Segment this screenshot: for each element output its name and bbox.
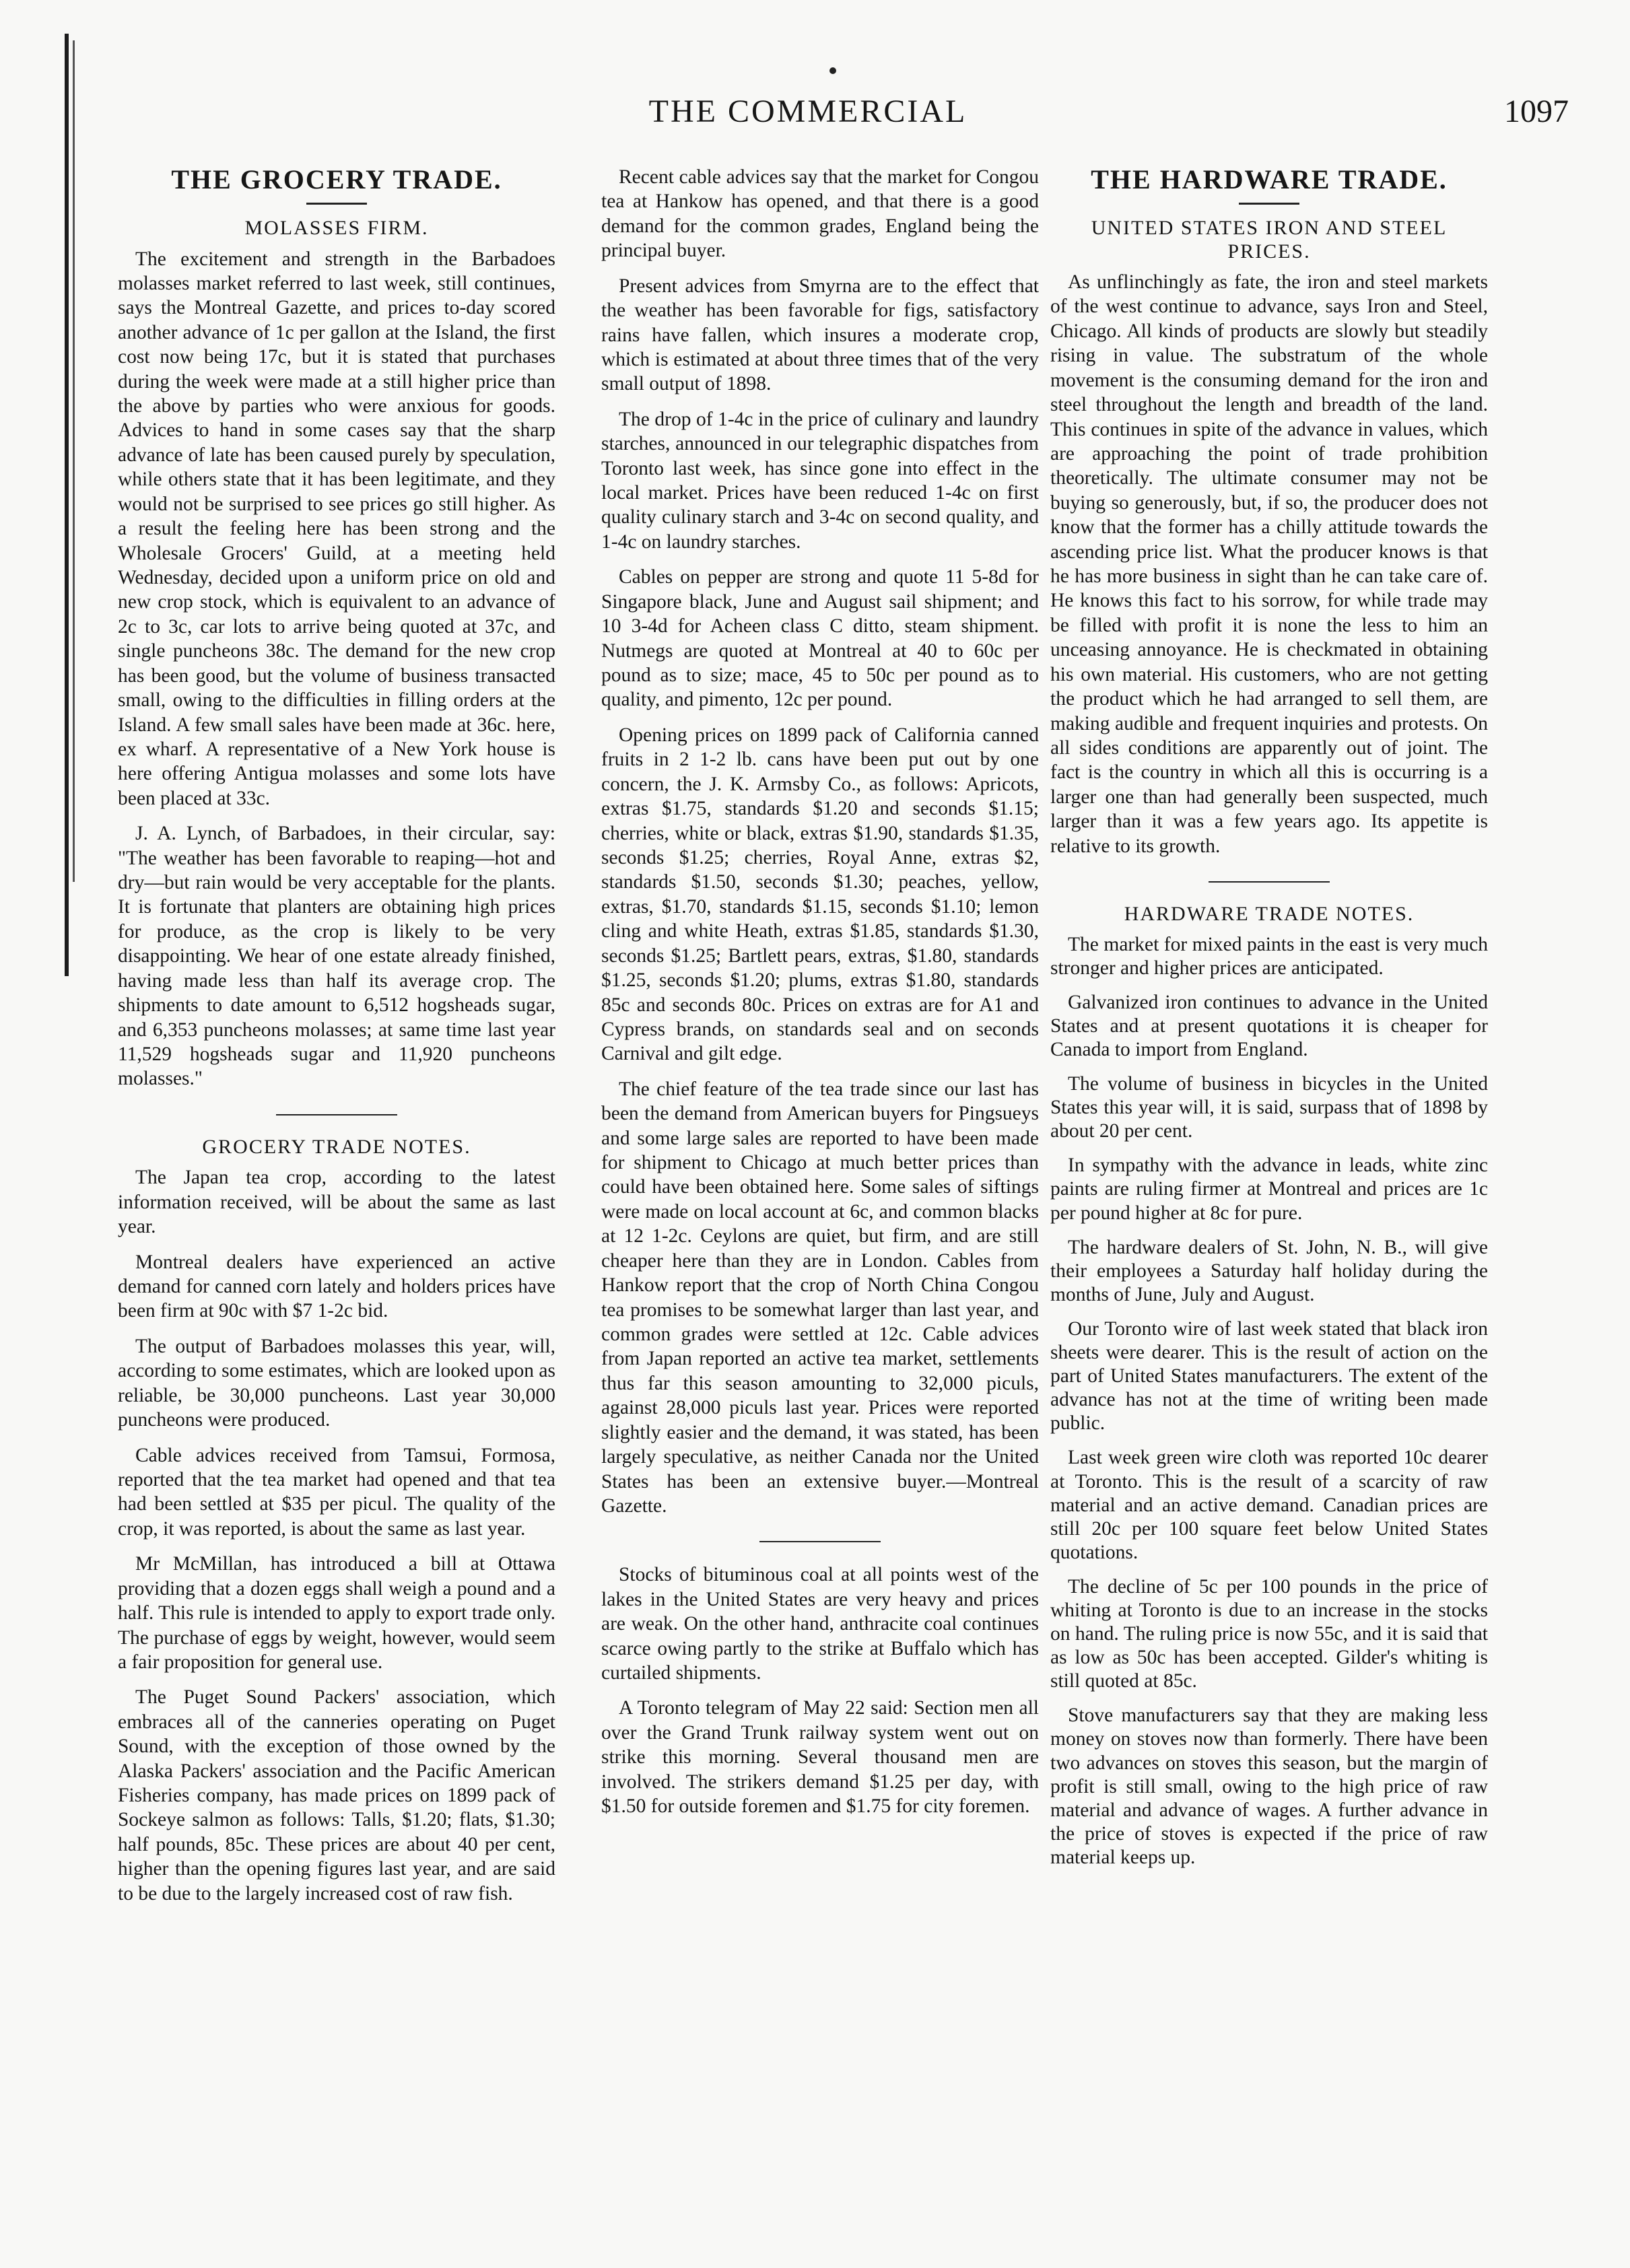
- news-item: The output of Barbadoes molasses this year, will, according to some estimates, which are looked upon as reliable, be 30,000 puncheons. Last year 30,000 puncheons were produced.: [118, 1335, 555, 1431]
- news-item: Last week green wire cloth was reported 10c dearer at Toronto. This is the result of a scarcity of raw material and an active demand. Canadian prices are still 20c per 100 square feet below United States quotations.: [1050, 1447, 1488, 1563]
- news-item: Galvanized iron continues to advance in the United States and at present quotations it is cheaper for Canada to import from England.: [1050, 991, 1488, 1060]
- article-paragraph: The excitement and strength in the Barbadoes molasses market referred to last week, still continues, says the Montreal Gazette, and prices to-day scored another advance of 1c per gallon at the Island, the first cost now being 17c, but it is stated that purchases during the week were made at a still higher price than the above by parties who were anxious for goods. Advices to hand in some cases say that the sharp advance of late has been caused purely by speculation, while others state that it has been legitimate, and they would not be surprised to see prices go still higher. As a result the feeling here has been strong and the Wholesale Grocers' Guild, at a meeting held Wednesday, decided upon a uniform price on old and new crop stock, which is equivalent to an advance of 2c to 3c, car lots to arrive being quoted at 37c, and single puncheons 38c. The demand for the new crop has been good, but the volume of business transacted small, owing to the difficulties in filling orders at the Island. A few small sales have been made at 36c. here, ex wharf. A representative of a New York house is here offering Antigua molasses and some lots have been placed at 33c.: [118, 248, 555, 809]
- binding-edge: [65, 34, 69, 976]
- column-hardware: [1050, 165, 1488, 1880]
- news-item: Cable advices received from Tamsui, Formosa, reported that the tea market had opened and that tea had been settled at $35 per picul. The quality of the crop, it was reported, is about the same as last year.: [118, 1444, 555, 1540]
- news-item: The Japan tea crop, according to the latest information received, will be about the same as last year.: [118, 1167, 555, 1238]
- news-item: Stove manufacturers say that they are making less money on stoves now than formerly. There have been two advances on stoves this season, but the margin of profit is still small, owing to the high price of raw material and advance of wages. A further advance in the price of stoves is expected if the price of raw material keeps up.: [1050, 1705, 1488, 1868]
- news-item: Recent cable advices say that the market for Congou tea at Hankow has opened, and that there is a good demand for the common grades, England being the principal buyer.: [601, 166, 1039, 262]
- news-item: In sympathy with the advance in leads, white zinc paints are ruling firmer at Montreal and prices are 1c per pound higher at 8c for pure.: [1050, 1155, 1488, 1224]
- news-item: Opening prices on 1899 pack of California canned fruits in 2 1-2 lb. cans have been put out by one concern, the J. K. Armsby Co., as follows: Apricots, extras $1.75, standards $1.20 and seconds $1.15; cherries, white or black, extras $1.90, standards $1.35, seconds $1.25; cherries, Royal Anne, extras $2, standards $1.50, seconds $1.30; peaches, yellow, extras, $1.70, standards $1.15, seconds $1.10; lemon cling and white Heath, extras $1.85, standards $1.30, seconds $1.25; Bartlett pears, extras, $1.80, standards $1.25, seconds $1.20; plums, extras $1.80, standards 85c and seconds 80c. Prices on extras are for A1 and Cypress brands, on standards seal and on seconds Carnival and gilt edge.: [601, 724, 1039, 1065]
- hardware-trade-title: THE HARDWARE TRADE.: [1091, 164, 1448, 195]
- news-item: The hardware dealers of St. John, N. B., will give their employees a Saturday half holiday during the months of June, July and August.: [1050, 1236, 1488, 1305]
- iron-steel-heading-line1: UNITED STATES IRON AND STEEL: [1091, 217, 1448, 239]
- news-item: Present advices from Smyrna are to the effect that the weather has been favorable for figs, satisfactory rains have fallen, which insures a moderate crop, which is estimated at about three times that of the very small output of 1898.: [601, 275, 1039, 395]
- news-item: The market for mixed paints in the east is very much stronger and higher prices are anticipated.: [1050, 933, 1488, 979]
- news-item: Stocks of bituminous coal at all points west of the lakes in the United States are very heavy and prices are weak. On the other hand, anthracite coal continues scarce owing partly to the strike at Buffalo which has curtailed shipments.: [601, 1564, 1039, 1684]
- news-item: The chief feature of the tea trade since our last has been the demand from American buyers for Pingsueys and some large sales are reported to have been made for shipment to Chicago at much better prices than could have been obtained here. Some sales of siftings were made on local account at 6c, and common blacks at 12 1-2c. Ceylons are quiet, but firm, and are still cheaper here than they are in London. Cables from Hankow report that the crop of North China Congou tea promises to be somewhat larger than last year, and common grades were settled at 12c. Cable advices from Japan reported an active tea market, settlements thus far this season amounting to 32,000 piculs, against 28,000 piculs last year. Prices were reported slightly easier and the demand, it was stated, has been largely speculative, as neither Canada nor the United States has been an extensive buyer.—Montreal Gazette.: [601, 1078, 1039, 1517]
- column-middle: [601, 165, 1039, 1830]
- title-rule: [1239, 203, 1299, 205]
- news-item: Montreal dealers have experienced an active demand for canned corn lately and holders prices have been firm at 90c with $7 1-2c bid.: [118, 1251, 555, 1322]
- iron-steel-heading-line2: PRICES.: [1227, 240, 1311, 263]
- page-header: [135, 93, 1569, 147]
- news-item: The drop of 1-4c in the price of culinary and laundry starches, announced in our telegraphic dispatches from Toronto last week, has since gone into effect in the local market. Prices have been reduced 1-4c on first quality culinary starch and 3-4c on second quality, and 1-4c on laundry starches.: [601, 408, 1039, 553]
- news-item: The decline of 5c per 100 pounds in the price of whiting at Toronto is due to an increase in the stocks on hand. The ruling price is now 55c, and it is said that as low as 50c has been accepted. Gilder's whiting is still quoted at 85c.: [1050, 1575, 1488, 1692]
- title-rule: [306, 203, 367, 205]
- section-divider: [759, 1541, 881, 1542]
- news-item: The Puget Sound Packers' association, which embraces all of the canneries operating on Puget Sound, with the exception of those owned by the Alaska Packers' association and the Pacific American Fisheries company, has made prices on 1899 pack of Sockeye salmon as follows: Talls, $1.20; flats, $1.30; half pounds, 85c. These prices are about 40 per cent, higher than the opening figures last year, and are said to be due to the largely increased cost of raw fish.: [118, 1686, 555, 1904]
- news-item: Cables on pepper are strong and quote 11 5-8d for Singapore black, June and August sail shipment; and 10 3-4d for Acheen class C ditto, steam shipment. Nutmegs are quoted at Montreal at 40 to 60c per pound as to size; mace, 45 to 50c per pound as to quality, and pimento, 12c per pound.: [601, 566, 1039, 711]
- binding-edge-shadow: [73, 40, 75, 882]
- grocery-trade-title: THE GROCERY TRADE.: [171, 164, 502, 195]
- section-divider: [1209, 881, 1330, 883]
- column-grocery: [118, 165, 555, 1917]
- news-item: The volume of business in bicycles in the United States this year will, it is said, surpass that of 1898 by about 20 per cent.: [1050, 1073, 1488, 1142]
- news-item: A Toronto telegram of May 22 said: Section men all over the Grand Trunk railway system went out on strike this morning. Several thousand men are involved. The strikers demand $1.25 per day, with $1.50 for outside foremen and $1.75 for city foremen.: [601, 1697, 1039, 1818]
- section-divider: [276, 1114, 397, 1115]
- page-number: 1097: [1504, 94, 1569, 129]
- molasses-heading: MOLASSES FIRM.: [244, 217, 429, 239]
- news-item: Our Toronto wire of last week stated that black iron sheets were dearer. This is the result of action on the part of United States manufacturers. The extent of the advance has not at the time of writing been made public.: [1050, 1317, 1488, 1435]
- news-item: Mr McMillan, has introduced a bill at Ottawa providing that a dozen eggs shall weigh a pound and a half. This rule is intended to apply to export trade only. The purchase of eggs by weight, however, would seem a fair proposition for general use.: [118, 1553, 555, 1673]
- publication-title: THE COMMERCIAL: [648, 94, 967, 129]
- grocery-notes-heading: GROCERY TRADE NOTES.: [202, 1135, 471, 1158]
- article-paragraph: As unflinchingly as fate, the iron and steel markets of the west continue to advance, says Iron and Steel, Chicago. All kinds of products are slowly but steadily rising in value. The substratum of the whole movement is the consuming demand for the iron and steel throughout the length and breadth of the land. This continues in spite of the advance in values, which are approaching the point of trade prohibition theoretically. The ultimate consumer may not be buying so generously, but, if so, the producer does not know that the former has a chilly attitude towards the ascending price list. What the producer knows is that he has more business in sight than he can take care of. He knows this fact to his sorrow, for while trade may be filled with profit it is none the less to him an unceasing annoyance. He is checkmated in obtaining his own material. His customers, who are not getting the product which he had arranged to sell them, are making audible and frequent inquiries and protests. On all sides conditions are apparently out of joint. The fact is the country in which all this is occurring is a larger one than had generally been suspected, much larger than it was a few years ago. Its appetite is relative to its growth.: [1050, 271, 1488, 857]
- header-ornament-dot: [829, 67, 836, 74]
- article-paragraph: J. A. Lynch, of Barbadoes, in their circular, say: "The weather has been favorable to reaping—hot and dry—but rain would be very acceptable for the plants. It is fortunate that planters are obtaining high prices for produce, as the crop is likely to be very disappointing. We hear of one estate already finished, having made less than half its average crop. The shipments to date amount to 6,512 hogsheads sugar, and 6,353 puncheons molasses; at same time last year 11,529 hogsheads sugar and 11,920 puncheons molasses.": [118, 823, 555, 1090]
- iron-steel-heading: [1050, 217, 1488, 263]
- hardware-notes-heading: HARDWARE TRADE NOTES.: [1124, 903, 1415, 926]
